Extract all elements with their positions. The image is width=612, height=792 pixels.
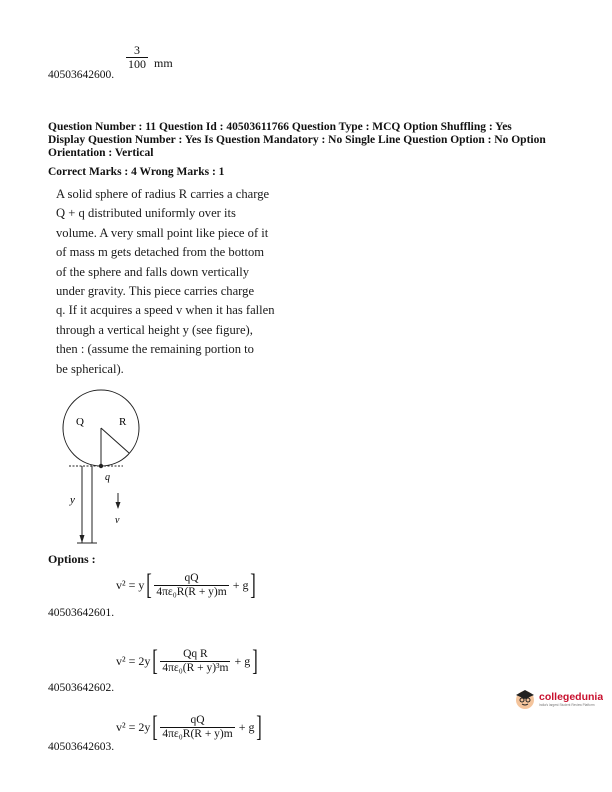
option-formula [116,570,258,600]
right-bracket: ] [256,710,263,743]
option-fraction [160,714,234,741]
left-bracket: [ [152,644,159,677]
question-header-line3: Orientation : Vertical [48,147,154,159]
graduate-avatar-icon [514,688,536,710]
height-arrow-head [80,535,85,543]
option-formula [116,712,264,742]
option-fraction [160,648,230,675]
prev-option-number: 40503642600. [48,69,115,81]
option-tail: + g [238,719,255,734]
option-number[interactable]: 40503642603. [48,741,115,753]
option-number[interactable]: 40503642602. [48,682,115,694]
question-line: q. If it acquires a speed v when it has fallen [56,303,275,318]
options-label: Options : [48,552,96,566]
prev-fraction-denominator: 100 [128,57,146,71]
option-tail: + g [234,653,251,668]
label-R: R [119,416,127,428]
option-lhs: v² = 2y [116,653,151,668]
question-header-line2: Display Question Number : Yes Is Question Mandatory : No Single Line Question Option : No Option [48,134,546,146]
velocity-arrow-head [116,502,121,509]
sphere-figure [55,385,155,550]
question-header-line1: Question Number : 11 Question Id : 40503611766 Question Type : MCQ Option Shuffling : Yes [48,121,512,133]
question-line: through a vertical height y (see figure), [56,322,253,337]
question-line: be spherical). [56,361,124,376]
radius-line [101,428,129,453]
option-numerator: qQ [190,713,205,726]
option-numerator: Qq R [183,647,208,660]
label-y: y [70,494,75,506]
question-line: A solid sphere of radius R carries a charge [56,187,270,201]
option-numerator: qQ [184,571,199,584]
question-line: under gravity. This piece carries charge [56,284,255,299]
marks-info: Correct Marks : 4 Wrong Marks : 1 [48,166,225,178]
prev-option-fraction [126,44,148,71]
option-fraction [154,572,228,599]
question-header [48,121,588,160]
option-denominator: 4πε₀(R + y)³m [162,661,229,674]
option-denominator: 4πε₀R(R + y)m [156,585,227,598]
label-Q: Q [76,416,84,428]
label-v: v [115,515,120,526]
option-lhs: v² = 2y [116,719,151,734]
logo-tagline: India's largest Student Review Platform [539,703,595,707]
question-line: of mass m gets detached from the bottom [56,245,265,260]
prev-option-unit: mm [154,56,173,70]
option-denominator: 4πε₀R(R + y)m [162,727,233,740]
option-lhs: v² = y [116,577,145,592]
question-line: then : (assume the remaining portion to [56,342,254,357]
option-number[interactable]: 40503642601. [48,607,115,619]
question-text [56,185,301,379]
charge-piece-dot [99,464,103,468]
label-q: q [105,472,110,483]
left-bracket: [ [146,568,153,601]
question-line: of the sphere and falls down vertically [56,264,250,279]
prev-fraction-numerator: 3 [134,43,140,57]
question-line: Q + q distributed uniformly over its [56,206,236,221]
left-bracket: [ [152,710,159,743]
question-line: volume. A very small point like piece of it [56,225,269,240]
collegedunia-logo[interactable] [514,688,610,710]
right-bracket: ] [250,568,257,601]
option-formula [116,646,260,676]
right-bracket: ] [252,644,259,677]
logo-name: collegedunia [539,691,604,703]
option-tail: + g [232,577,249,592]
